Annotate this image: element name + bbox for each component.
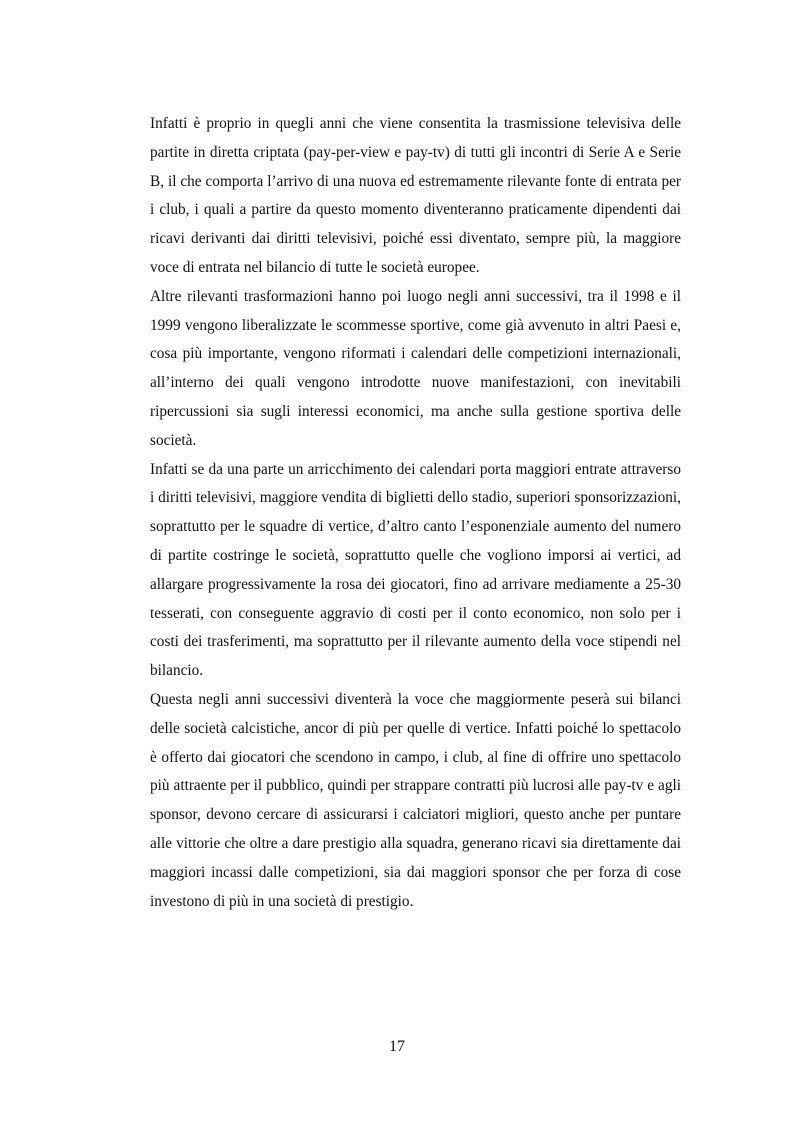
paragraph-transformations: Altre rilevanti trasformazioni hanno poi luogo negli anni successivi, tra il 1998 e il 1999 vengono liberalizzate le scommesse sportive, come già avvenuto in altri Paesi e, cosa più importante, vengono riformati i calendari delle competizioni internazionali, all’interno dei quali vengono introdotte nuove manifestazioni, con inevitabili ripercussioni sia sugli interessi economici, ma anche sulla gestione sportiva delle società. bbox=[150, 287, 681, 449]
page-number: 17 bbox=[389, 1038, 405, 1055]
paragraph-salaries: Questa negli anni successivi diventerà la voce che maggiormente peserà sui bilanci delle società calcistiche, ancor di più per quelle di vertice. Infatti poiché lo spettacolo è offerto dai giocatori che scendono in campo, i club, al fine di offrire uno spettacolo più attraente per il pubblico, quindi per strappare contratti più lucrosi alle pay-tv e agli sponsor, devono cercare di assicurarsi i calciatori migliori, questo anche per puntare alle vittorie che oltre a dare prestigio alla squadra, generano ricavi sia direttamente dai maggiori incassi dalle competizioni, sia dai maggiori sponsor che per forza di cose investono di più in una società di prestigio. bbox=[150, 690, 681, 910]
page-body bbox=[150, 110, 681, 916]
paragraph-calendar-enrichment: Infatti se da una parte un arricchimento dei calendari porta maggiori entrate attraverso i diritti televisivi, maggiore vendita di biglietti dello stadio, superiori sponsorizzazioni, soprattutto per le squadre di vertice, d’altro canto l’esponenziale aumento del numero di partite costringe le società, soprattutto quelle che vogliono imporsi ai vertici, ad allargare progressivamente la rosa dei giocatori, fino ad arrivare mediamente a 25-30 tesserati, con conseguente aggravio di costi per il conto economico, non solo per i costi dei trasferimenti, ma soprattutto per il rilevante aumento della voce stipendi nel bilancio. bbox=[150, 460, 681, 680]
paragraph-tv-rights: Infatti è proprio in quegli anni che viene consentita la trasmissione televisiva delle partite in diretta criptata (pay-per-view e pay-tv) di tutti gli incontri di Serie A e Serie B, il che comporta l’arrivo di una nuova ed estremamente rilevante fonte di entrata per i club, i quali a partire da questo momento diventeranno praticamente dipendenti dai ricavi derivanti dai diritti televisivi, poiché essi diventato, sempre più, la maggiore voce di entrata nel bilancio di tutte le società europee. bbox=[150, 115, 681, 276]
